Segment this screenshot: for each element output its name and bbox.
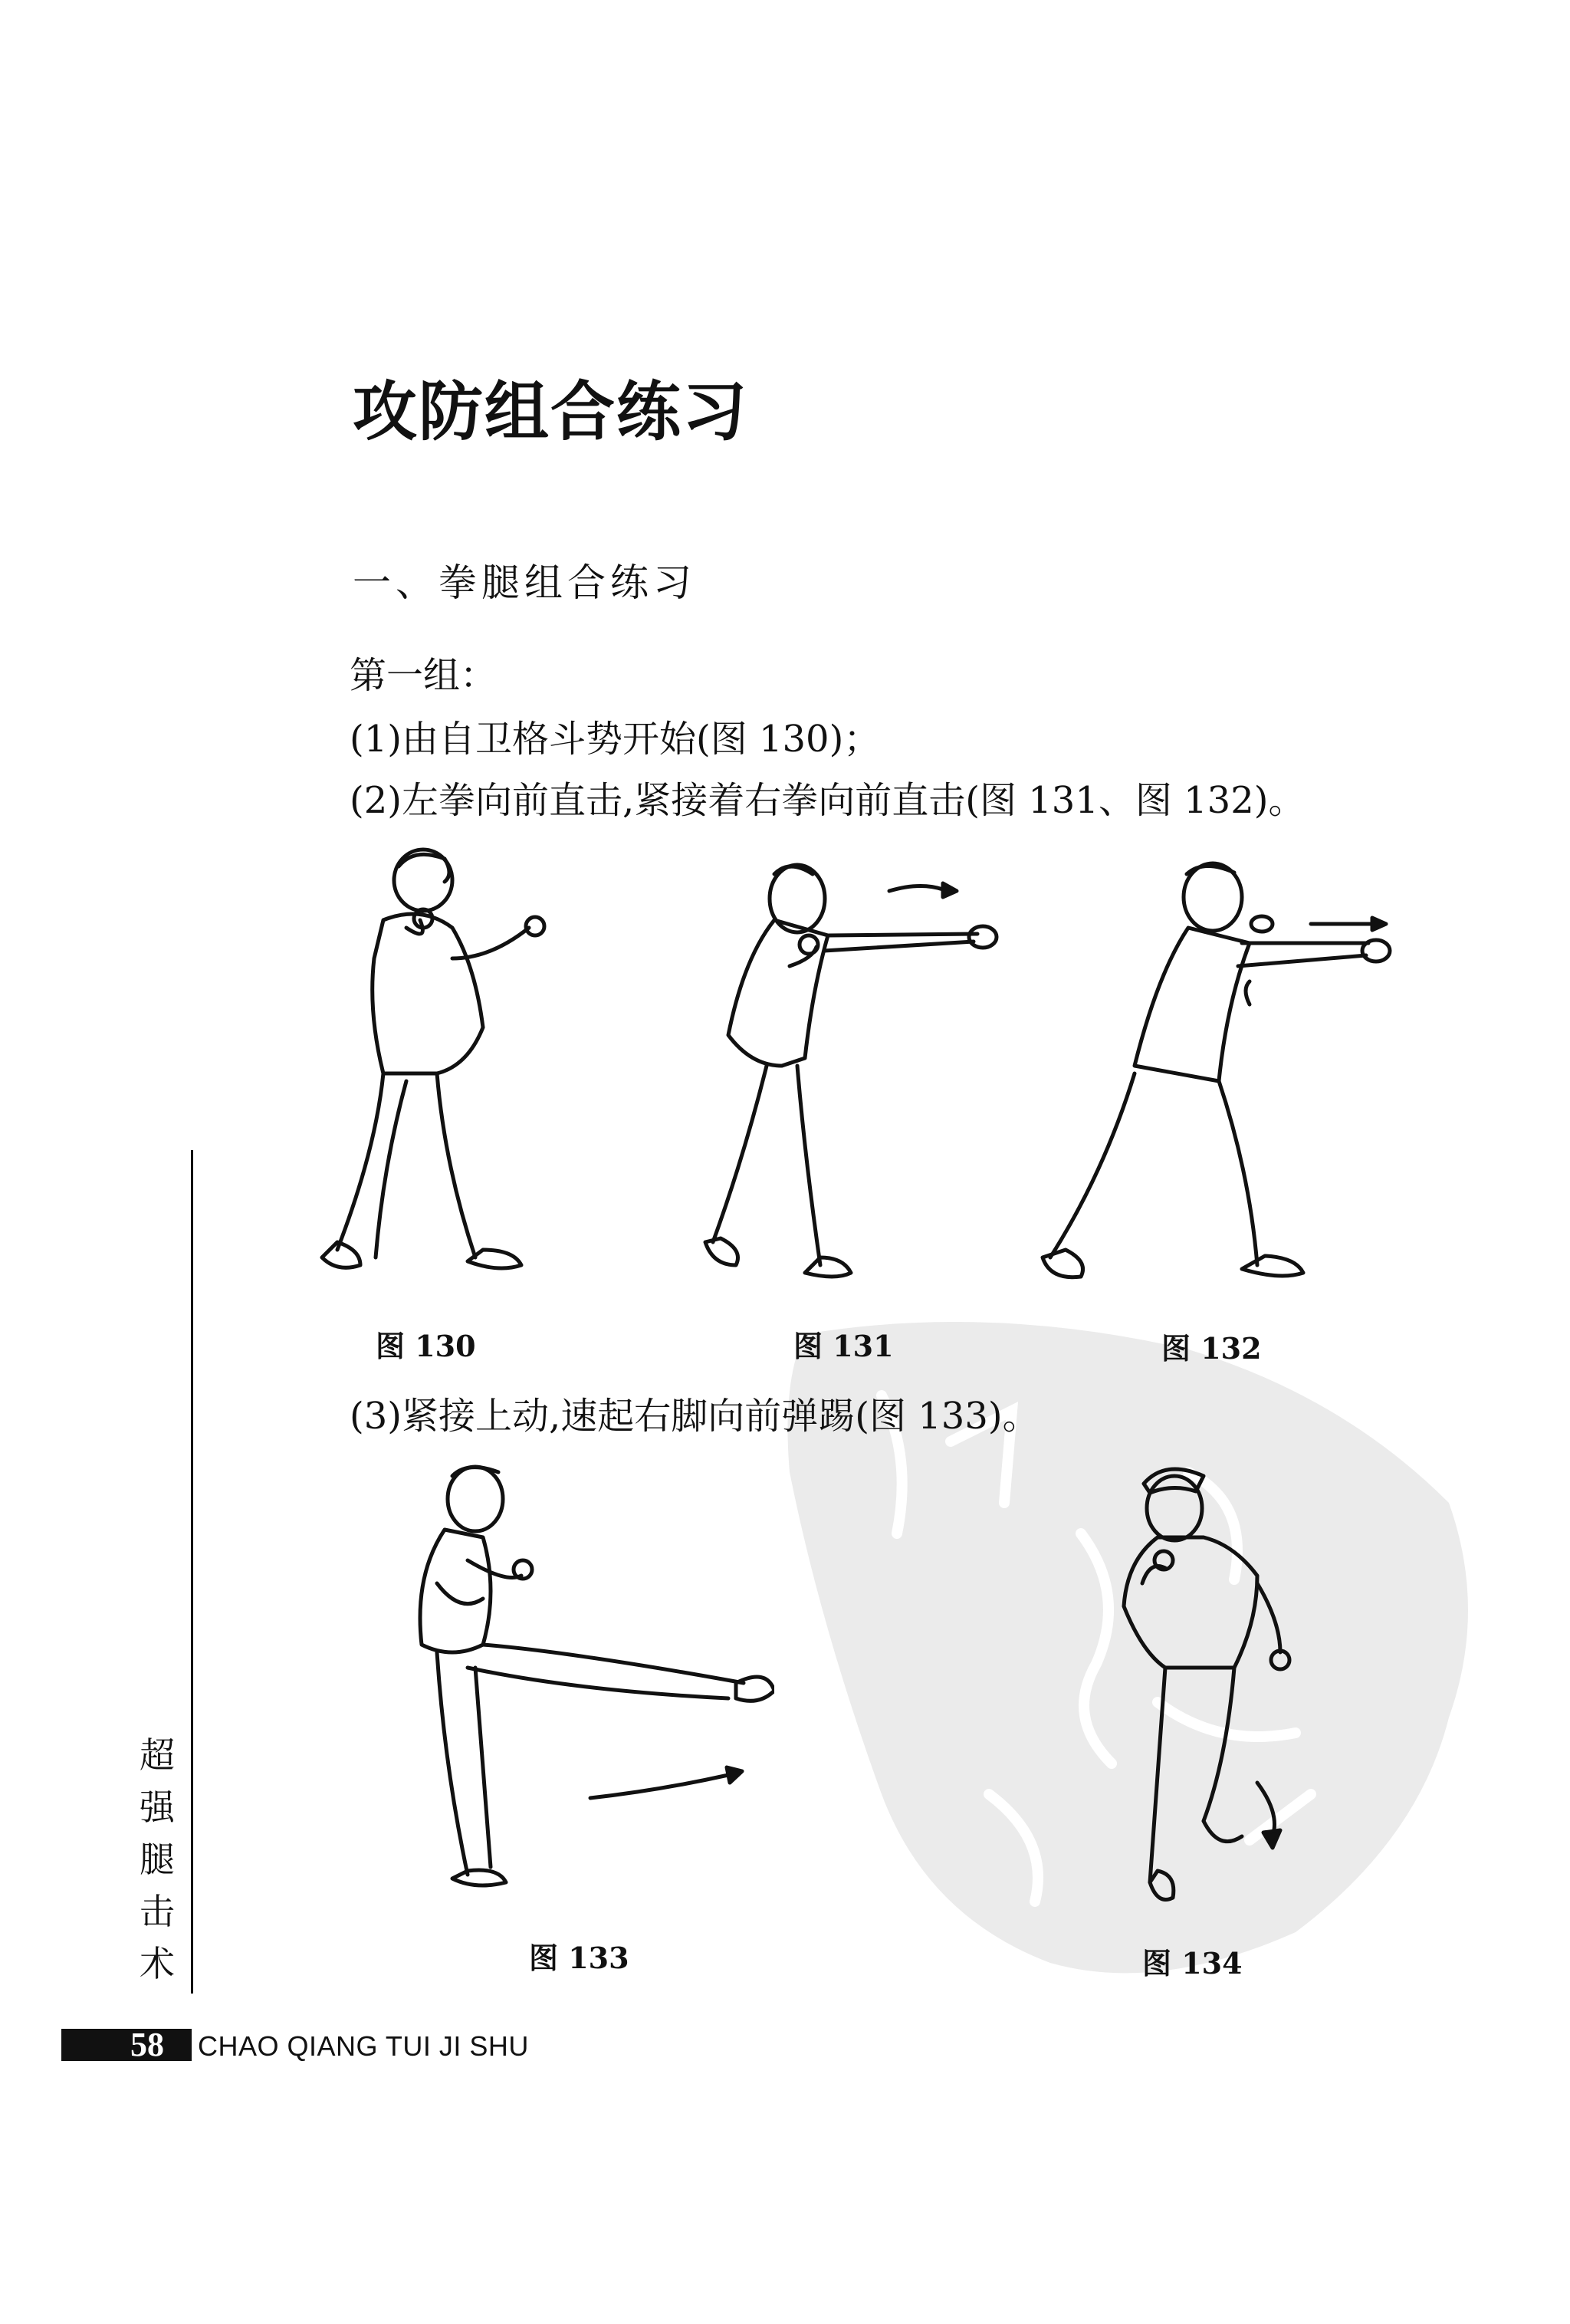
front-snap-kick-figure-icon: [391, 1461, 774, 1905]
sidebar-char: 术: [140, 1943, 175, 1984]
sidebar-char: 腿: [140, 1839, 175, 1880]
page-number: 58: [130, 2026, 164, 2063]
right-straight-punch-figure-icon: [1020, 851, 1403, 1303]
figure-caption-130: 图 130: [376, 1329, 476, 1363]
page-title: 攻防组合练习: [353, 373, 749, 449]
section-heading: 一、拳腿组合练习: [353, 560, 696, 605]
step-3-text: (3)紧接上动,速起右脚向前弹踢(图 133)。: [350, 1395, 1040, 1438]
sidebar-char: 超: [140, 1734, 175, 1776]
sidebar-char: 强: [140, 1787, 175, 1828]
footer-bar: [61, 2029, 192, 2061]
figure-caption-132: 图 132: [1161, 1331, 1262, 1366]
sidebar-char: 击: [140, 1891, 175, 1932]
left-straight-punch-figure-icon: [682, 851, 1012, 1303]
group-label: 第一组：: [350, 654, 498, 697]
step-2-text: (2)左拳向前直击,紧接着右拳向前直击(图 131、图 132)。: [350, 779, 1306, 822]
figure-caption-131: 图 131: [793, 1329, 894, 1363]
figure-caption-133: 图 133: [529, 1941, 629, 1975]
running-title: CHAO QIANG TUI JI SHU: [198, 2030, 529, 2062]
sidebar-book-title: [130, 1729, 184, 1990]
kick-recovery-figure-icon: [1081, 1453, 1319, 1913]
sidebar-rule: [191, 1150, 193, 1994]
fighting-stance-figure-icon: [291, 843, 552, 1303]
step-1-text: (1)由自卫格斗势开始(图 130)；: [350, 718, 881, 761]
figure-caption-134: 图 134: [1142, 1946, 1243, 1980]
